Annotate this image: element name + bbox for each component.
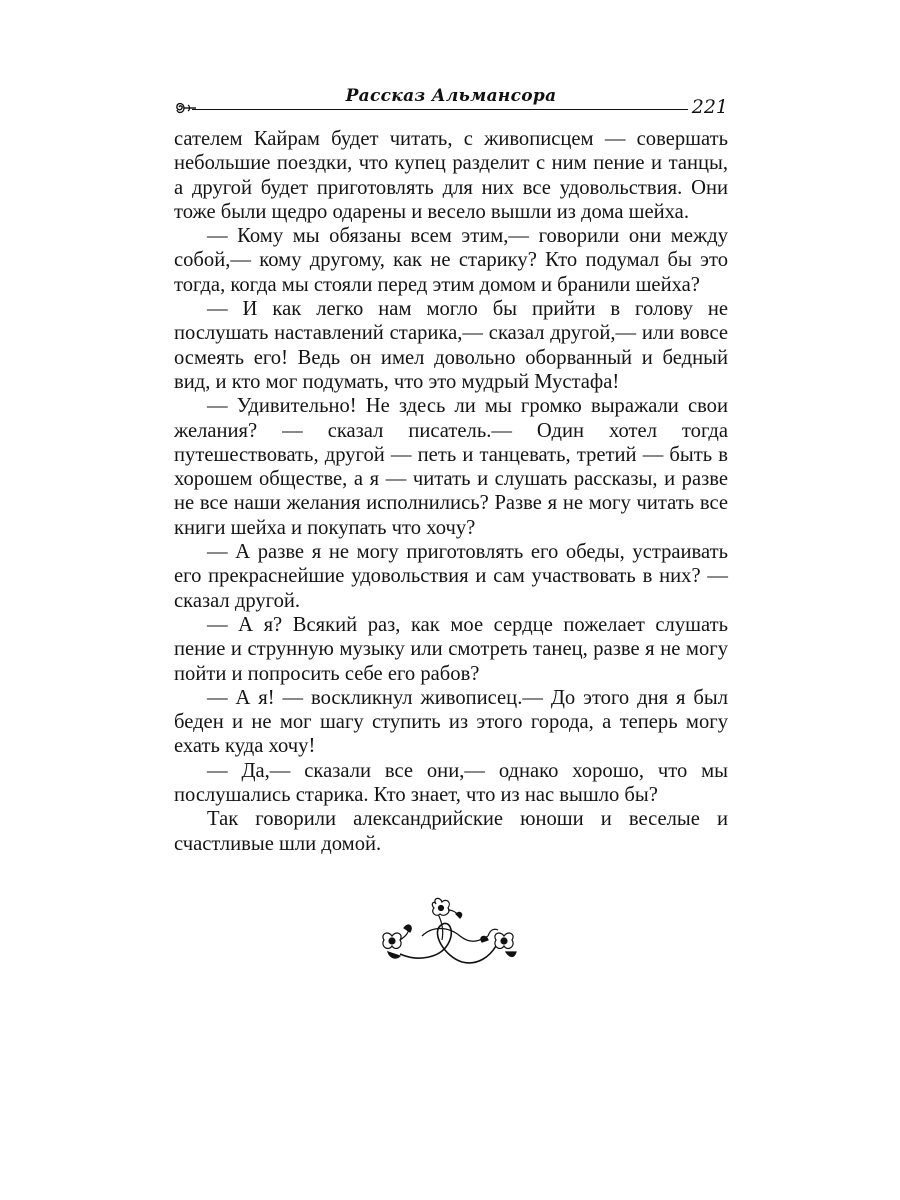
paragraph: Так говорили александрийские юноши и веселые и счастливые шли домой. bbox=[174, 808, 728, 855]
floral-vignette-icon bbox=[378, 896, 518, 970]
paragraph: — Удивительно! Не здесь ли мы громко выражали свои желания? — сказал писатель.— Один хотел тогда путешествовать, другой — петь и танцевать, третий — быть в хорошем обществе, а я — читать и слушать рассказы, и разве не все наши желания исполнились? Разве я не могу читать все книги шейха и покупать что хочу? bbox=[174, 395, 728, 539]
paragraph: — И как легко нам могло бы прийти в голову не послушать наставлений старика,— сказал другой,— или вовсе осмеять его! Ведь он имел довольно оборванный и бедный вид, и кто мог подумать, что это мудрый Мустафа! bbox=[174, 298, 728, 393]
running-head-rule bbox=[192, 109, 688, 110]
paragraph: — Кому мы обязаны всем этим,— говорили они между собой,— кому другому, как не старику? Кто подумал бы это тогда, когда мы стояли перед этим домом и бранили шейха? bbox=[174, 225, 728, 296]
paragraph: — Да,— сказали все они,— однако хорошо, что мы послушались старика. Кто знает, что из нас вышло бы? bbox=[174, 759, 728, 807]
paragraph: — А я? Всякий раз, как мое сердце пожелает слушать пение и струнную музыку или смотреть танец, разве я не могу пойти и попросить себе его рабов? bbox=[174, 613, 728, 685]
paragraph: — А разве я не могу приготовлять его обеды, устраивать его прекраснейшие удовольствия и сам участвовать в них? — сказал другой. bbox=[174, 541, 728, 612]
body-text bbox=[174, 127, 728, 856]
paragraph: сателем Кайрам будет читать, с живописцем — совершать небольшие поездки, что купец разделит с ним пение и танцы, а другой будет приготовлять для них все удовольствия. Они тоже были щедро одарены и весело вышли из дома шейха. bbox=[174, 128, 728, 223]
running-head bbox=[174, 84, 728, 120]
paragraph: — А я! — воскликнул живописец.— До этого дня я был беден и не мог шагу ступить из этого города, а теперь могу ехать куда хочу! bbox=[174, 686, 728, 758]
page-number: 221 bbox=[691, 96, 728, 118]
running-head-title: Рассказ Альмансора bbox=[345, 86, 557, 106]
